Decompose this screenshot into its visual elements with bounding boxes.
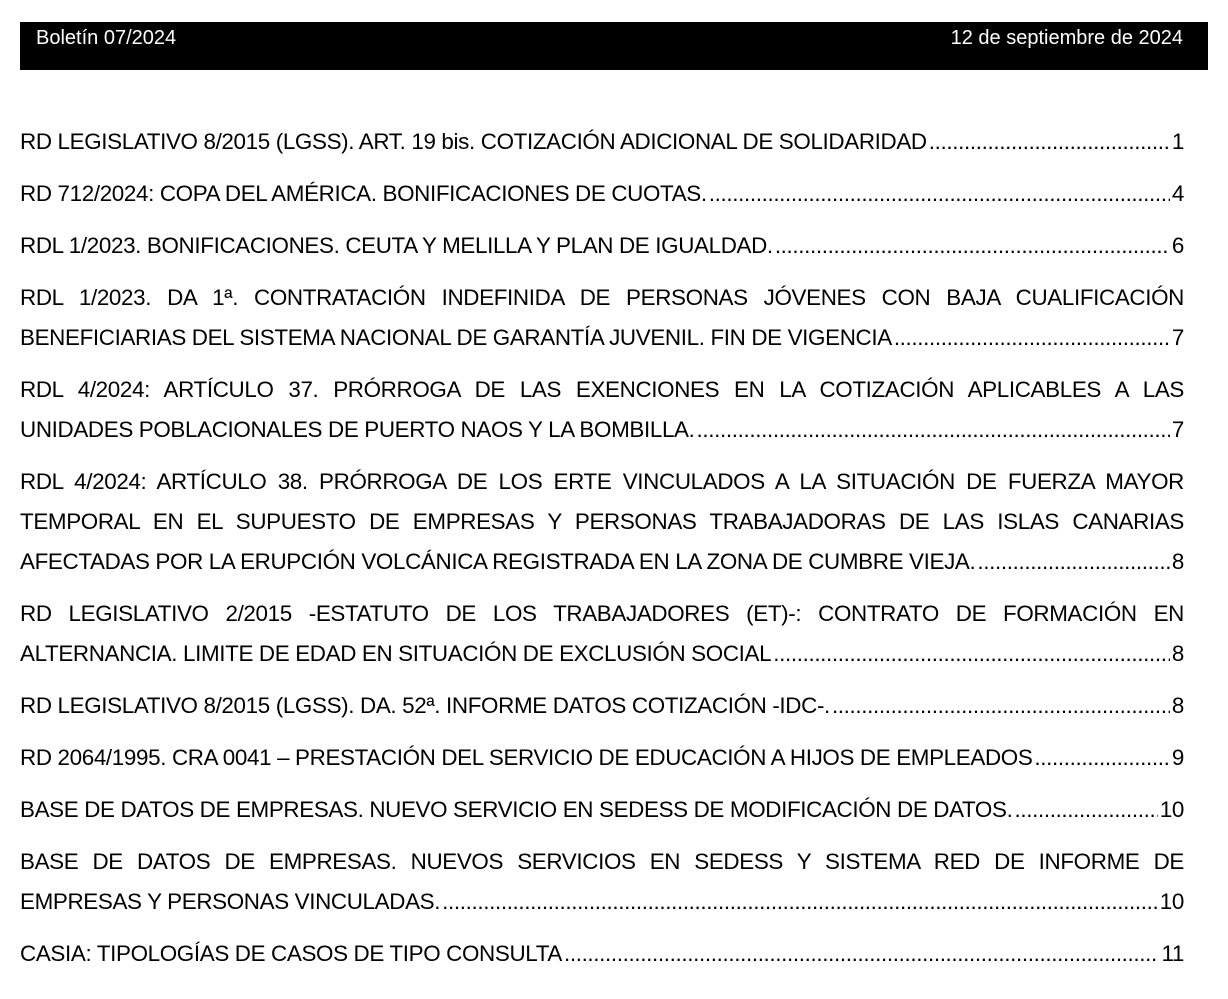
- toc-page-number: 7: [1171, 417, 1184, 442]
- toc-entry[interactable]: [20, 738, 1184, 778]
- toc-entry-last-line: [20, 738, 1184, 778]
- toc-page-number: 10: [1159, 889, 1184, 914]
- toc-entry-title-line: RDL 4/2024: ARTÍCULO 38. PRÓRROGA DE LOS ERTE VINCULADOS A LA SITUACIÓN DE FUERZA MAYOR: [20, 469, 1184, 494]
- toc-dot-leader: [1014, 790, 1157, 830]
- toc-entry-title-line: RD LEGISLATIVO 2/2015 -ESTATUTO DE LOS TRABAJADORES (ET)-: CONTRATO DE FORMACIÓN EN: [20, 601, 1184, 626]
- toc-entry-last-line: [20, 122, 1184, 162]
- toc-entry[interactable]: [20, 370, 1184, 450]
- toc-dot-leader: [929, 122, 1170, 162]
- toc-entry[interactable]: [20, 842, 1184, 922]
- toc-entry-title: CASIA: TIPOLOGÍAS DE CASOS DE TIPO CONSULTA: [20, 941, 562, 966]
- toc-entry-last-line: [20, 226, 1184, 266]
- toc-dot-leader: [894, 318, 1170, 358]
- toc-entry-title-line: RDL 4/2024: ARTÍCULO 37. PRÓRROGA DE LAS EXENCIONES EN LA COTIZACIÓN APLICABLES A LAS: [20, 377, 1184, 402]
- toc-entry[interactable]: [20, 934, 1184, 974]
- toc-entry-title: RDL 1/2023. BONIFICACIONES. CEUTA Y MELILLA Y PLAN DE IGUALDAD.: [20, 233, 773, 258]
- toc-entry-last-line: [20, 790, 1184, 830]
- bulletin-header: [20, 22, 1208, 70]
- toc-entry-title: UNIDADES POBLACIONALES DE PUERTO NAOS Y LA BOMBILLA.: [20, 417, 695, 442]
- toc-entry-last-line: [20, 934, 1184, 974]
- toc-dot-leader: [442, 882, 1158, 922]
- toc-page-number: 1: [1171, 129, 1184, 154]
- toc-entry-title: RD 2064/1995. CRA 0041 – PRESTACIÓN DEL SERVICIO DE EDUCACIÓN A HIJOS DE EMPLEADOS: [20, 745, 1033, 770]
- toc-page-number: 9: [1171, 745, 1184, 770]
- toc-dot-leader: [709, 174, 1170, 214]
- toc-entry-title: AFECTADAS POR LA ERUPCIÓN VOLCÁNICA REGISTRADA EN LA ZONA DE CUMBRE VIEJA.: [20, 549, 976, 574]
- toc-page-number: 8: [1171, 693, 1184, 718]
- toc-entry-title: RD LEGISLATIVO 8/2015 (LGSS). DA. 52ª. INFORME DATOS COTIZACIÓN -IDC-.: [20, 693, 830, 718]
- toc-page-number: 8: [1171, 641, 1184, 666]
- toc-page-number: 8: [1171, 549, 1184, 574]
- toc-entry-last-line: [20, 174, 1184, 214]
- toc-entry-last-line: [20, 634, 1184, 674]
- toc-entry-last-line: [20, 686, 1184, 726]
- toc-dot-leader: [775, 226, 1170, 266]
- toc-entry[interactable]: [20, 462, 1184, 582]
- toc-page-number: 10: [1159, 797, 1184, 822]
- toc-entry-last-line: [20, 318, 1184, 358]
- bulletin-number: Boletín 07/2024: [36, 27, 177, 49]
- table-of-contents: [20, 122, 1184, 986]
- toc-entry-title: EMPRESAS Y PERSONAS VINCULADAS.: [20, 889, 441, 914]
- toc-dot-leader: [832, 686, 1170, 726]
- toc-entry[interactable]: [20, 594, 1184, 674]
- toc-entry[interactable]: [20, 686, 1184, 726]
- toc-entry-last-line: [20, 882, 1184, 922]
- toc-entry[interactable]: [20, 122, 1184, 162]
- toc-dot-leader: [564, 934, 1160, 974]
- toc-page-number: 4: [1171, 181, 1184, 206]
- toc-entry-title: BENEFICIARIAS DEL SISTEMA NACIONAL DE GARANTÍA JUVENIL. FIN DE VIGENCIA: [20, 325, 892, 350]
- toc-entry-title: RD 712/2024: COPA DEL AMÉRICA. BONIFICACIONES DE CUOTAS.: [20, 181, 707, 206]
- toc-entry-title: BASE DE DATOS DE EMPRESAS. NUEVO SERVICIO EN SEDESS DE MODIFICACIÓN DE DATOS.: [20, 797, 1013, 822]
- toc-page-number: 6: [1171, 233, 1184, 258]
- toc-entry-title: RD LEGISLATIVO 8/2015 (LGSS). ART. 19 bis. COTIZACIÓN ADICIONAL DE SOLIDARIDAD: [20, 129, 927, 154]
- toc-dot-leader: [773, 634, 1170, 674]
- toc-dot-leader: [1034, 738, 1169, 778]
- toc-entry-title-line: BASE DE DATOS DE EMPRESAS. NUEVOS SERVICIOS EN SEDESS Y SISTEMA RED DE INFORME DE: [20, 849, 1184, 874]
- toc-page-number: 11: [1161, 941, 1184, 966]
- toc-entry[interactable]: [20, 790, 1184, 830]
- toc-dot-leader: [977, 542, 1170, 582]
- toc-dot-leader: [697, 410, 1170, 450]
- toc-entry[interactable]: [20, 278, 1184, 358]
- toc-page-number: 7: [1171, 325, 1184, 350]
- toc-entry-title-line: TEMPORAL EN EL SUPUESTO DE EMPRESAS Y PERSONAS TRABAJADORAS DE LAS ISLAS CANARIAS: [20, 509, 1184, 534]
- toc-entry[interactable]: [20, 174, 1184, 214]
- toc-entry-last-line: [20, 410, 1184, 450]
- toc-entry-last-line: [20, 542, 1184, 582]
- bulletin-date: 12 de septiembre de 2024: [950, 27, 1183, 49]
- toc-entry-title: ALTERNANCIA. LIMITE DE EDAD EN SITUACIÓN DE EXCLUSIÓN SOCIAL: [20, 641, 772, 666]
- toc-entry[interactable]: [20, 226, 1184, 266]
- toc-entry-title-line: RDL 1/2023. DA 1ª. CONTRATACIÓN INDEFINIDA DE PERSONAS JÓVENES CON BAJA CUALIFICACIÓN: [20, 285, 1184, 310]
